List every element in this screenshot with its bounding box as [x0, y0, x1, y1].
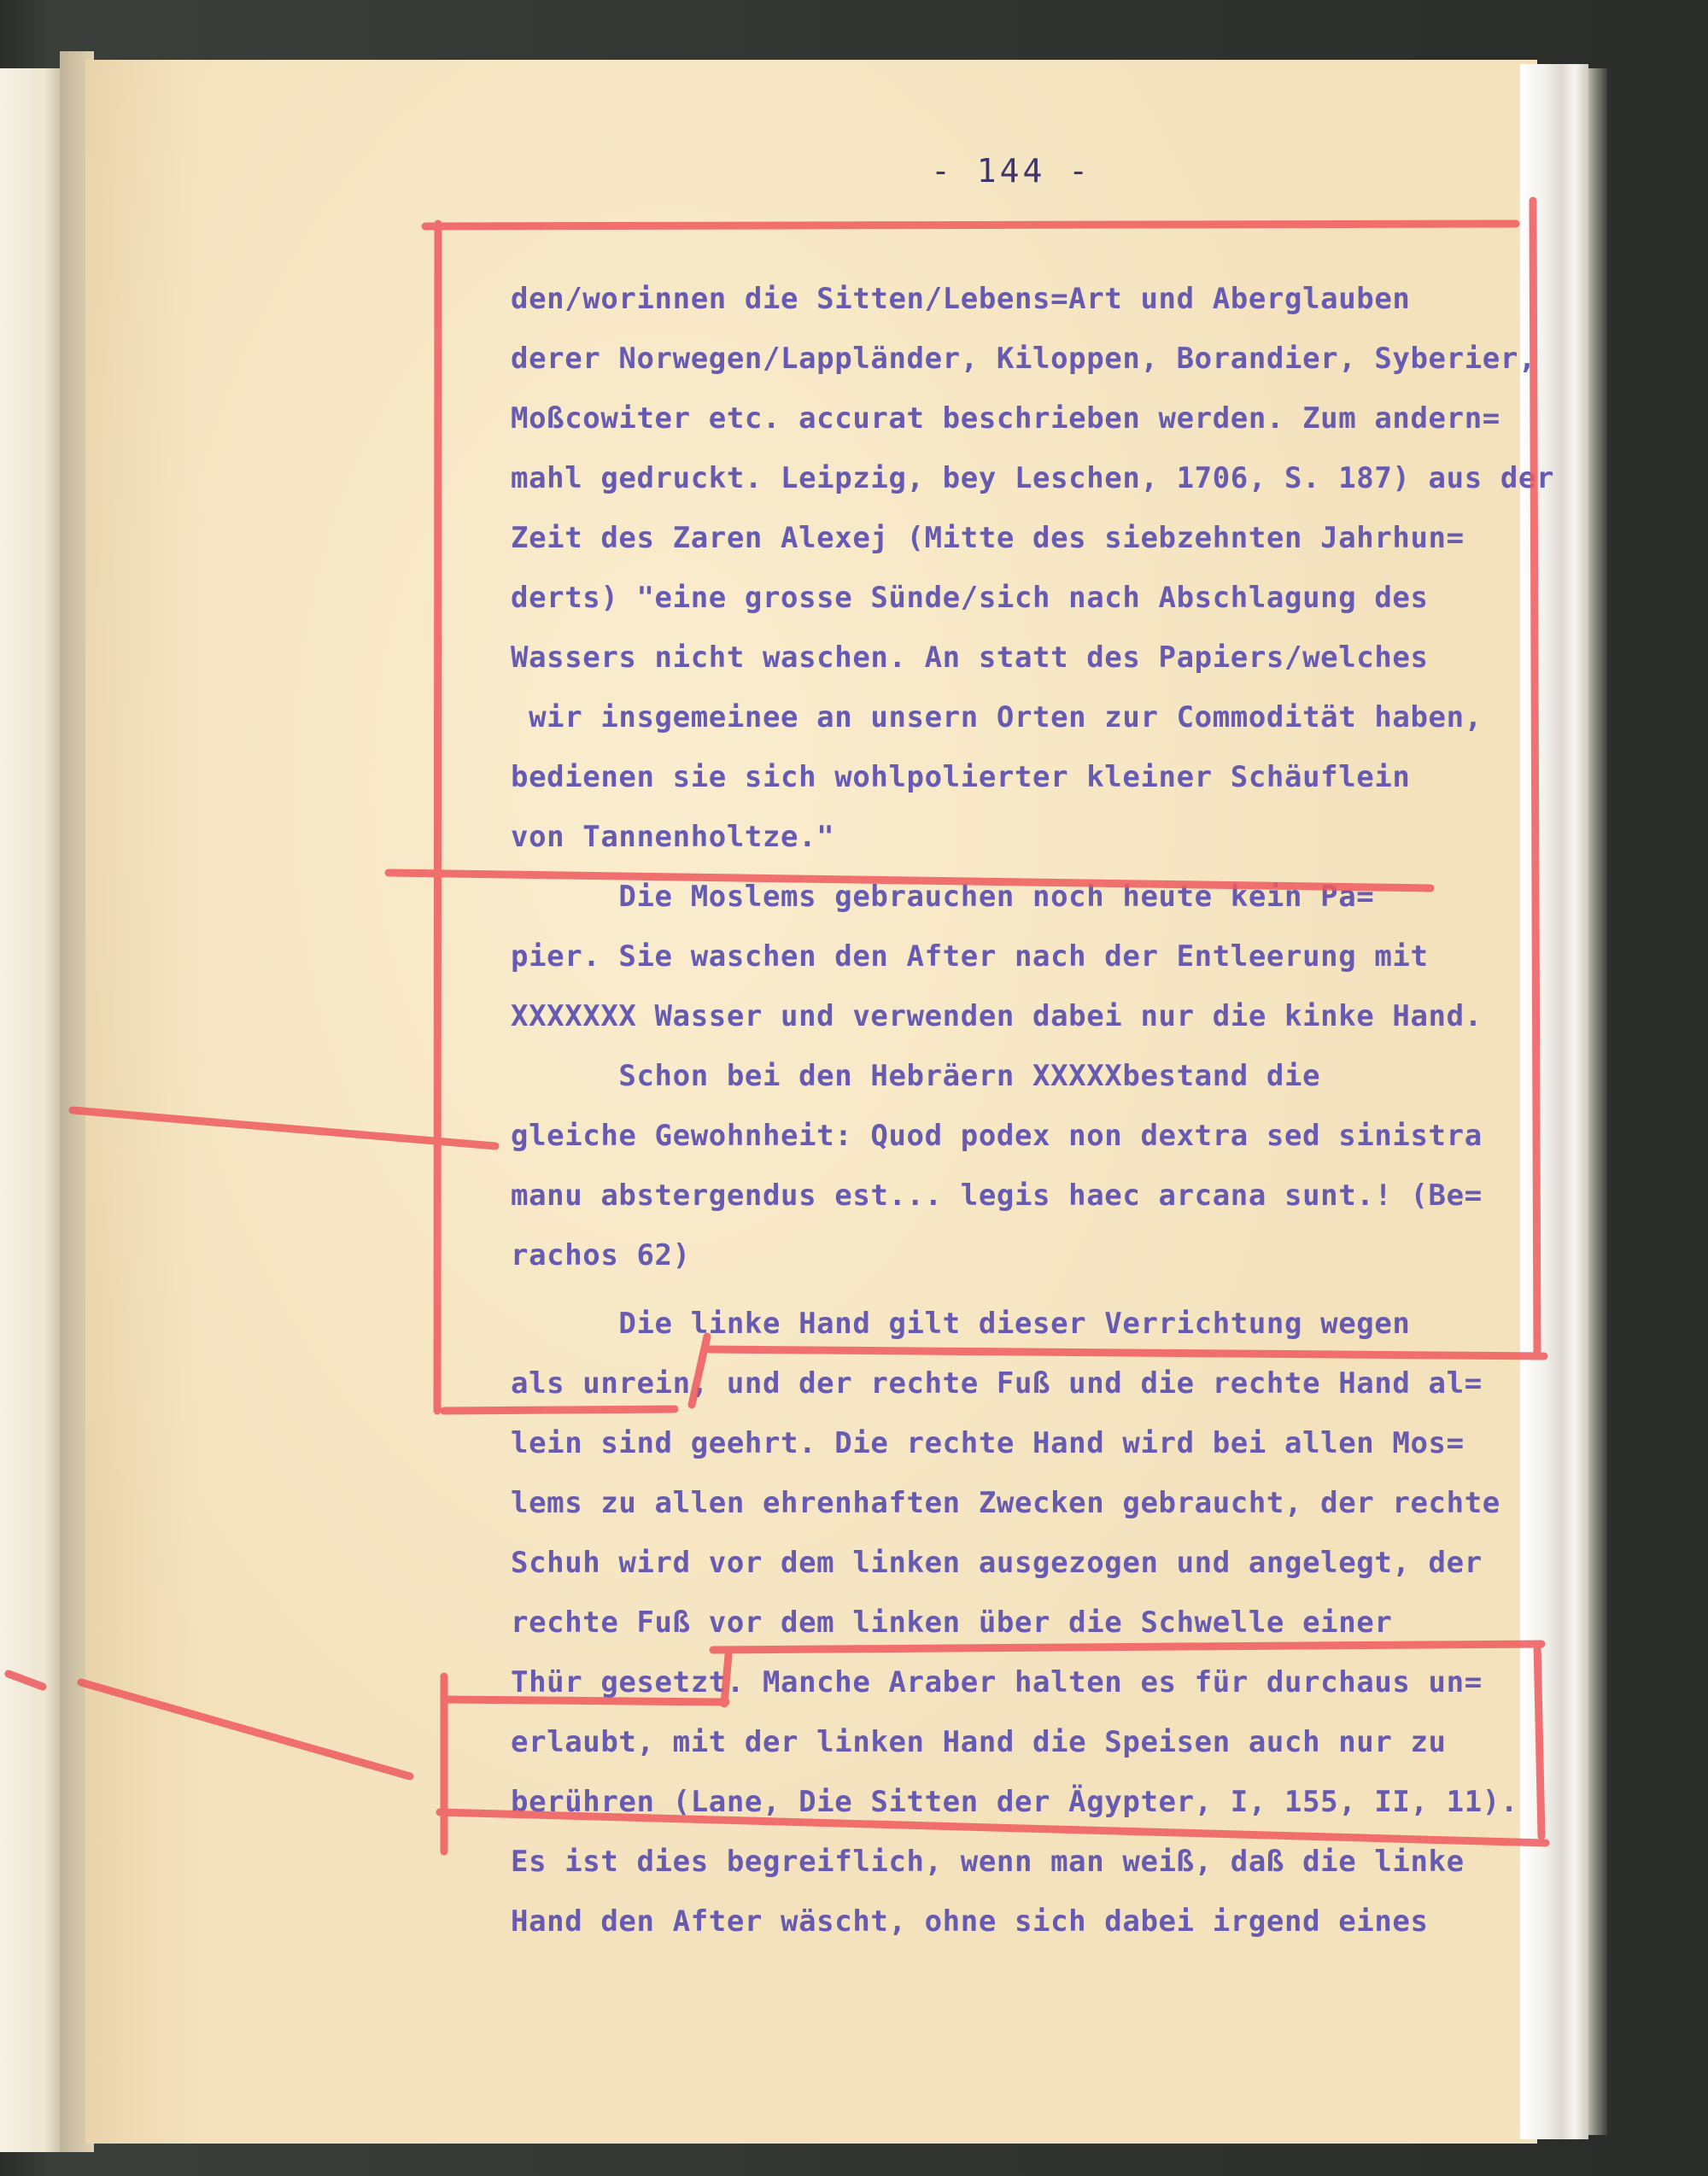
text-line: derer Norwegen/Lappländer, Kiloppen, Borandier, Syberier, — [511, 342, 1536, 376]
text-line: gleiche Gewohnheit: Quod podex non dextra sed sinistra — [511, 1119, 1483, 1153]
text-line: Thür gesetzt. Manche Araber halten es für durchaus un= — [511, 1665, 1483, 1699]
text-line: wir insgemeinee an unsern Orten zur Commodität haben, — [511, 700, 1483, 734]
cover-edge — [1588, 68, 1607, 2135]
text-line: Die Moslems gebrauchen noch heute kein Pa= — [511, 880, 1375, 914]
text-line: Schon bei den Hebräern XXXXXbestand die — [511, 1059, 1321, 1093]
text-line: bedienen sie sich wohlpolierter kleiner Schäuflein — [511, 760, 1411, 794]
text-line: Zeit des Zaren Alexej (Mitte des siebzehnten Jahrhun= — [511, 521, 1465, 555]
text-line: Hand den After wäscht, ohne sich dabei irgend eines — [511, 1904, 1429, 1939]
text-line: Moßcowiter etc. accurat beschrieben werden. Zum andern= — [511, 401, 1500, 436]
facing-page-edge — [0, 68, 61, 2152]
text-line: den/worinnen die Sitten/Lebens=Art und Aberglauben — [511, 282, 1411, 316]
text-line: XXXXXXX Wasser und verwenden dabei nur die kinke Hand. — [511, 999, 1483, 1033]
text-line: lein sind geehrt. Die rechte Hand wird bei allen Mos= — [511, 1426, 1465, 1460]
page-number: - 144 - — [931, 152, 1092, 190]
text-line: berühren (Lane, Die Sitten der Ägypter, I, 155, II, 11). — [511, 1785, 1518, 1819]
text-line: von Tannenholtze." — [511, 820, 835, 854]
text-line: derts) "eine grosse Sünde/sich nach Abschlagung des — [511, 581, 1429, 615]
text-line: Wassers nicht waschen. An statt des Papiers/welches — [511, 641, 1429, 675]
text-line: als unrein, und der rechte Fuß und die rechte Hand al= — [511, 1366, 1483, 1401]
text-line: lems zu allen ehrenhaften Zwecken gebraucht, der rechte — [511, 1486, 1500, 1520]
text-line: Die linke Hand gilt dieser Verrichtung wegen — [511, 1307, 1411, 1341]
text-line: Es ist dies begreiflich, wenn man weiß, daß die linke — [511, 1845, 1465, 1879]
text-line: rechte Fuß vor dem linken über die Schwelle einer — [511, 1606, 1393, 1640]
text-line: Schuh wird vor dem linken ausgezogen und angelegt, der — [511, 1546, 1483, 1580]
text-line: manu abstergendus est... legis haec arcana sunt.! (Be= — [511, 1179, 1483, 1213]
text-line: erlaubt, mit der linken Hand die Speisen auch nur zu — [511, 1725, 1447, 1759]
text-line: pier. Sie waschen den After nach der Entleerung mit — [511, 939, 1429, 974]
text-line: mahl gedruckt. Leipzig, bey Leschen, 1706, S. 187) aus der — [511, 461, 1555, 495]
text-line: rachos 62) — [511, 1238, 691, 1272]
